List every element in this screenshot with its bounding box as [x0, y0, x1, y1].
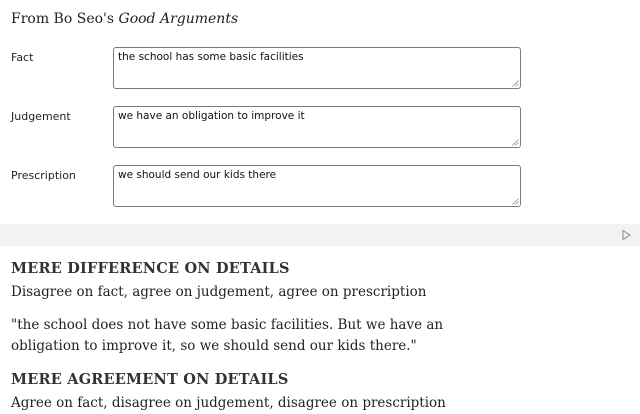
judgement-value: we have an obligation to improve it: [118, 110, 305, 122]
judgement-textarea[interactable]: [113, 106, 521, 148]
resize-grip-icon[interactable]: [512, 198, 519, 205]
source-prefix: From Bo Seo's: [11, 11, 119, 27]
book-title: Good Arguments: [118, 11, 239, 27]
section-summary: Agree on fact, disagree on judgement, disagree on prescription: [11, 395, 446, 411]
section-heading: MERE AGREEMENT ON DETAILS: [11, 371, 289, 388]
judgement-label: Judgement: [11, 110, 71, 123]
section-example: "the school does not have some basic facilities. But we have an obligation to improve it, so we should send our kids there.": [11, 317, 444, 354]
play-outline-icon[interactable]: [620, 229, 632, 241]
resize-grip-icon[interactable]: [512, 139, 519, 146]
section-summary: Disagree on fact, agree on judgement, agree on prescription: [11, 284, 427, 300]
prescription-value: we should send our kids there: [118, 169, 277, 181]
fact-value: the school has some basic facilities: [118, 51, 304, 63]
section-heading: MERE DIFFERENCE ON DETAILS: [11, 260, 290, 277]
fact-label: Fact: [11, 51, 34, 64]
prescription-textarea[interactable]: [113, 165, 521, 207]
prescription-label: Prescription: [11, 169, 76, 182]
cell-run-bar: [0, 224, 640, 246]
resize-grip-icon[interactable]: [512, 80, 519, 87]
source-attribution: [11, 11, 238, 27]
fact-textarea[interactable]: [113, 47, 521, 89]
